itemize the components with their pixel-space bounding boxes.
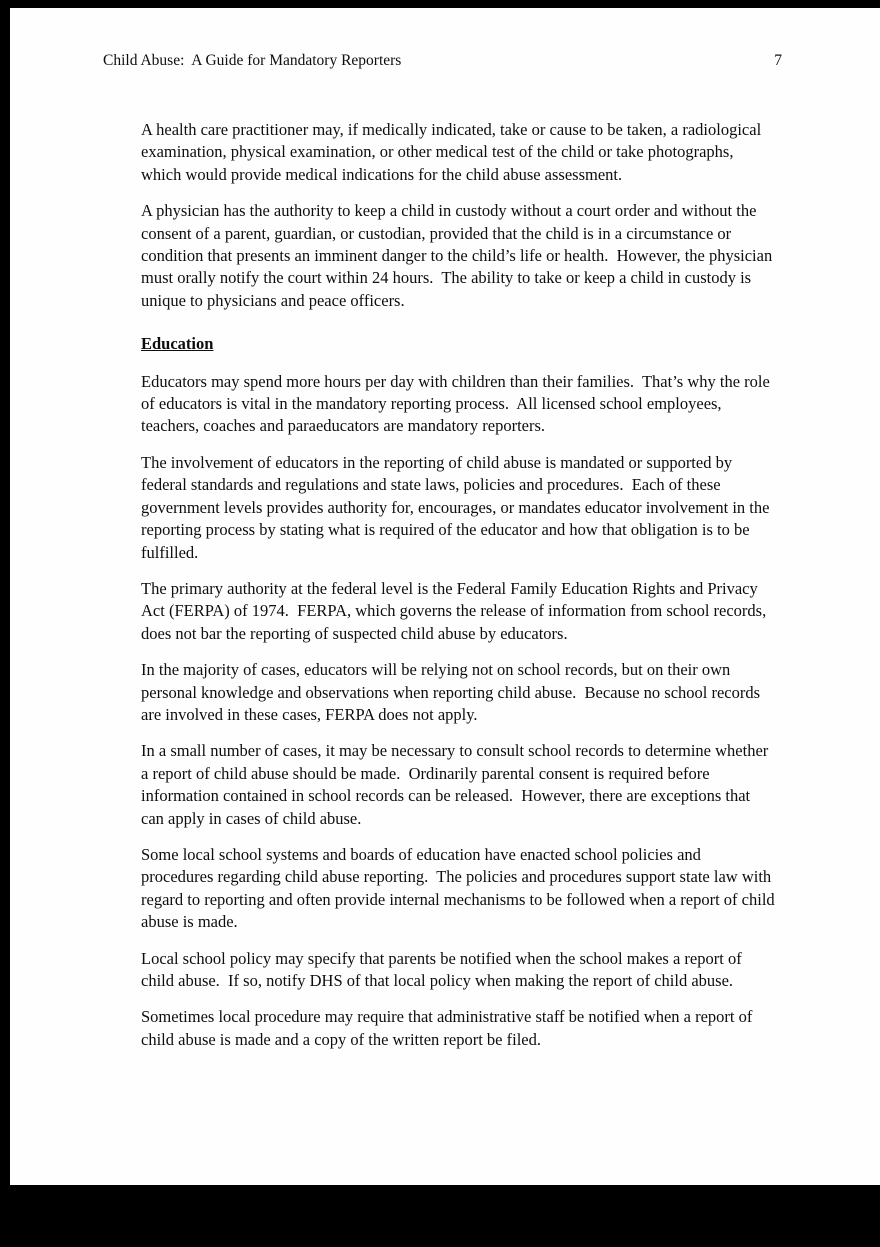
paragraph: Sometimes local procedure may require that administrative staff be notified when a report of child abuse is made and a copy of the written report be filed.: [141, 1007, 757, 1049]
document-page: [10, 8, 880, 1185]
paragraph: A physician has the authority to keep a child in custody without a court order and without the consent of a parent, guardian, or custodian, provided that the child is in a circumstance or condition that presents an imminent danger to the child’s life or health. However, the physician must orally notify the court within 24 hours. The ability to take or keep a child in custody is unique to physicians and peace officers.: [141, 201, 777, 310]
page-header: [103, 52, 782, 70]
section-heading-education: Education: [141, 334, 214, 354]
scan-border-left: [0, 0, 10, 1247]
scan-border-bottom: [0, 1185, 880, 1247]
paragraph: The involvement of educators in the reporting of child abuse is mandated or supported by federal standards and regulations and state laws, policies and procedures. Each of these government levels provides authority for, encourages, or mandates educator involvement in the reporting process by stating what is required of the educator and how that obligation is to be fulfilled.: [141, 452, 774, 562]
paragraph: A health care practitioner may, if medically indicated, take or cause to be taken, a radiological examination, physical examination, or other medical test of the child or take photographs, which would provide medical indications for the child abuse assessment.: [141, 120, 766, 184]
page-number: 7: [774, 52, 782, 69]
document-body: [141, 119, 779, 1065]
paragraph: Local school policy may specify that parents be notified when the school makes a report of child abuse. If so, notify DHS of that local policy when making the report of child abuse.: [141, 948, 746, 990]
paragraph: Educators may spend more hours per day with children than their families. That’s why the role of educators is vital in the mandatory reporting process. All licensed school employees, teachers, coaches and paraeducators are mandatory reporters.: [141, 371, 774, 436]
paragraph: In a small number of cases, it may be necessary to consult school records to determine whether a report of child abuse should be made. Ordinarily parental consent is required before information contained in school records can be released. However, there are exceptions that can apply in cases of child abuse.: [141, 741, 773, 828]
running-title: Child Abuse: A Guide for Mandatory Reporters: [103, 52, 402, 69]
paragraph: Some local school systems and boards of education have enacted school policies and procedures regarding child abuse reporting. The policies and procedures support state law with regard to reporting and often provide internal mechanisms to be followed when a report of child abuse is made.: [141, 844, 779, 932]
scan-border-top: [0, 0, 880, 8]
paragraph: In the majority of cases, educators will be relying not on school records, but on their own personal knowledge and observations when reporting child abuse. Because no school records are involved in these cases, FERPA does not apply.: [141, 660, 765, 724]
paragraph: The primary authority at the federal level is the Federal Family Education Rights and Privacy Act (FERPA) of 1974. FERPA, which governs the release of information from school records, does not bar the reporting of suspected child abuse by educators.: [141, 578, 771, 643]
